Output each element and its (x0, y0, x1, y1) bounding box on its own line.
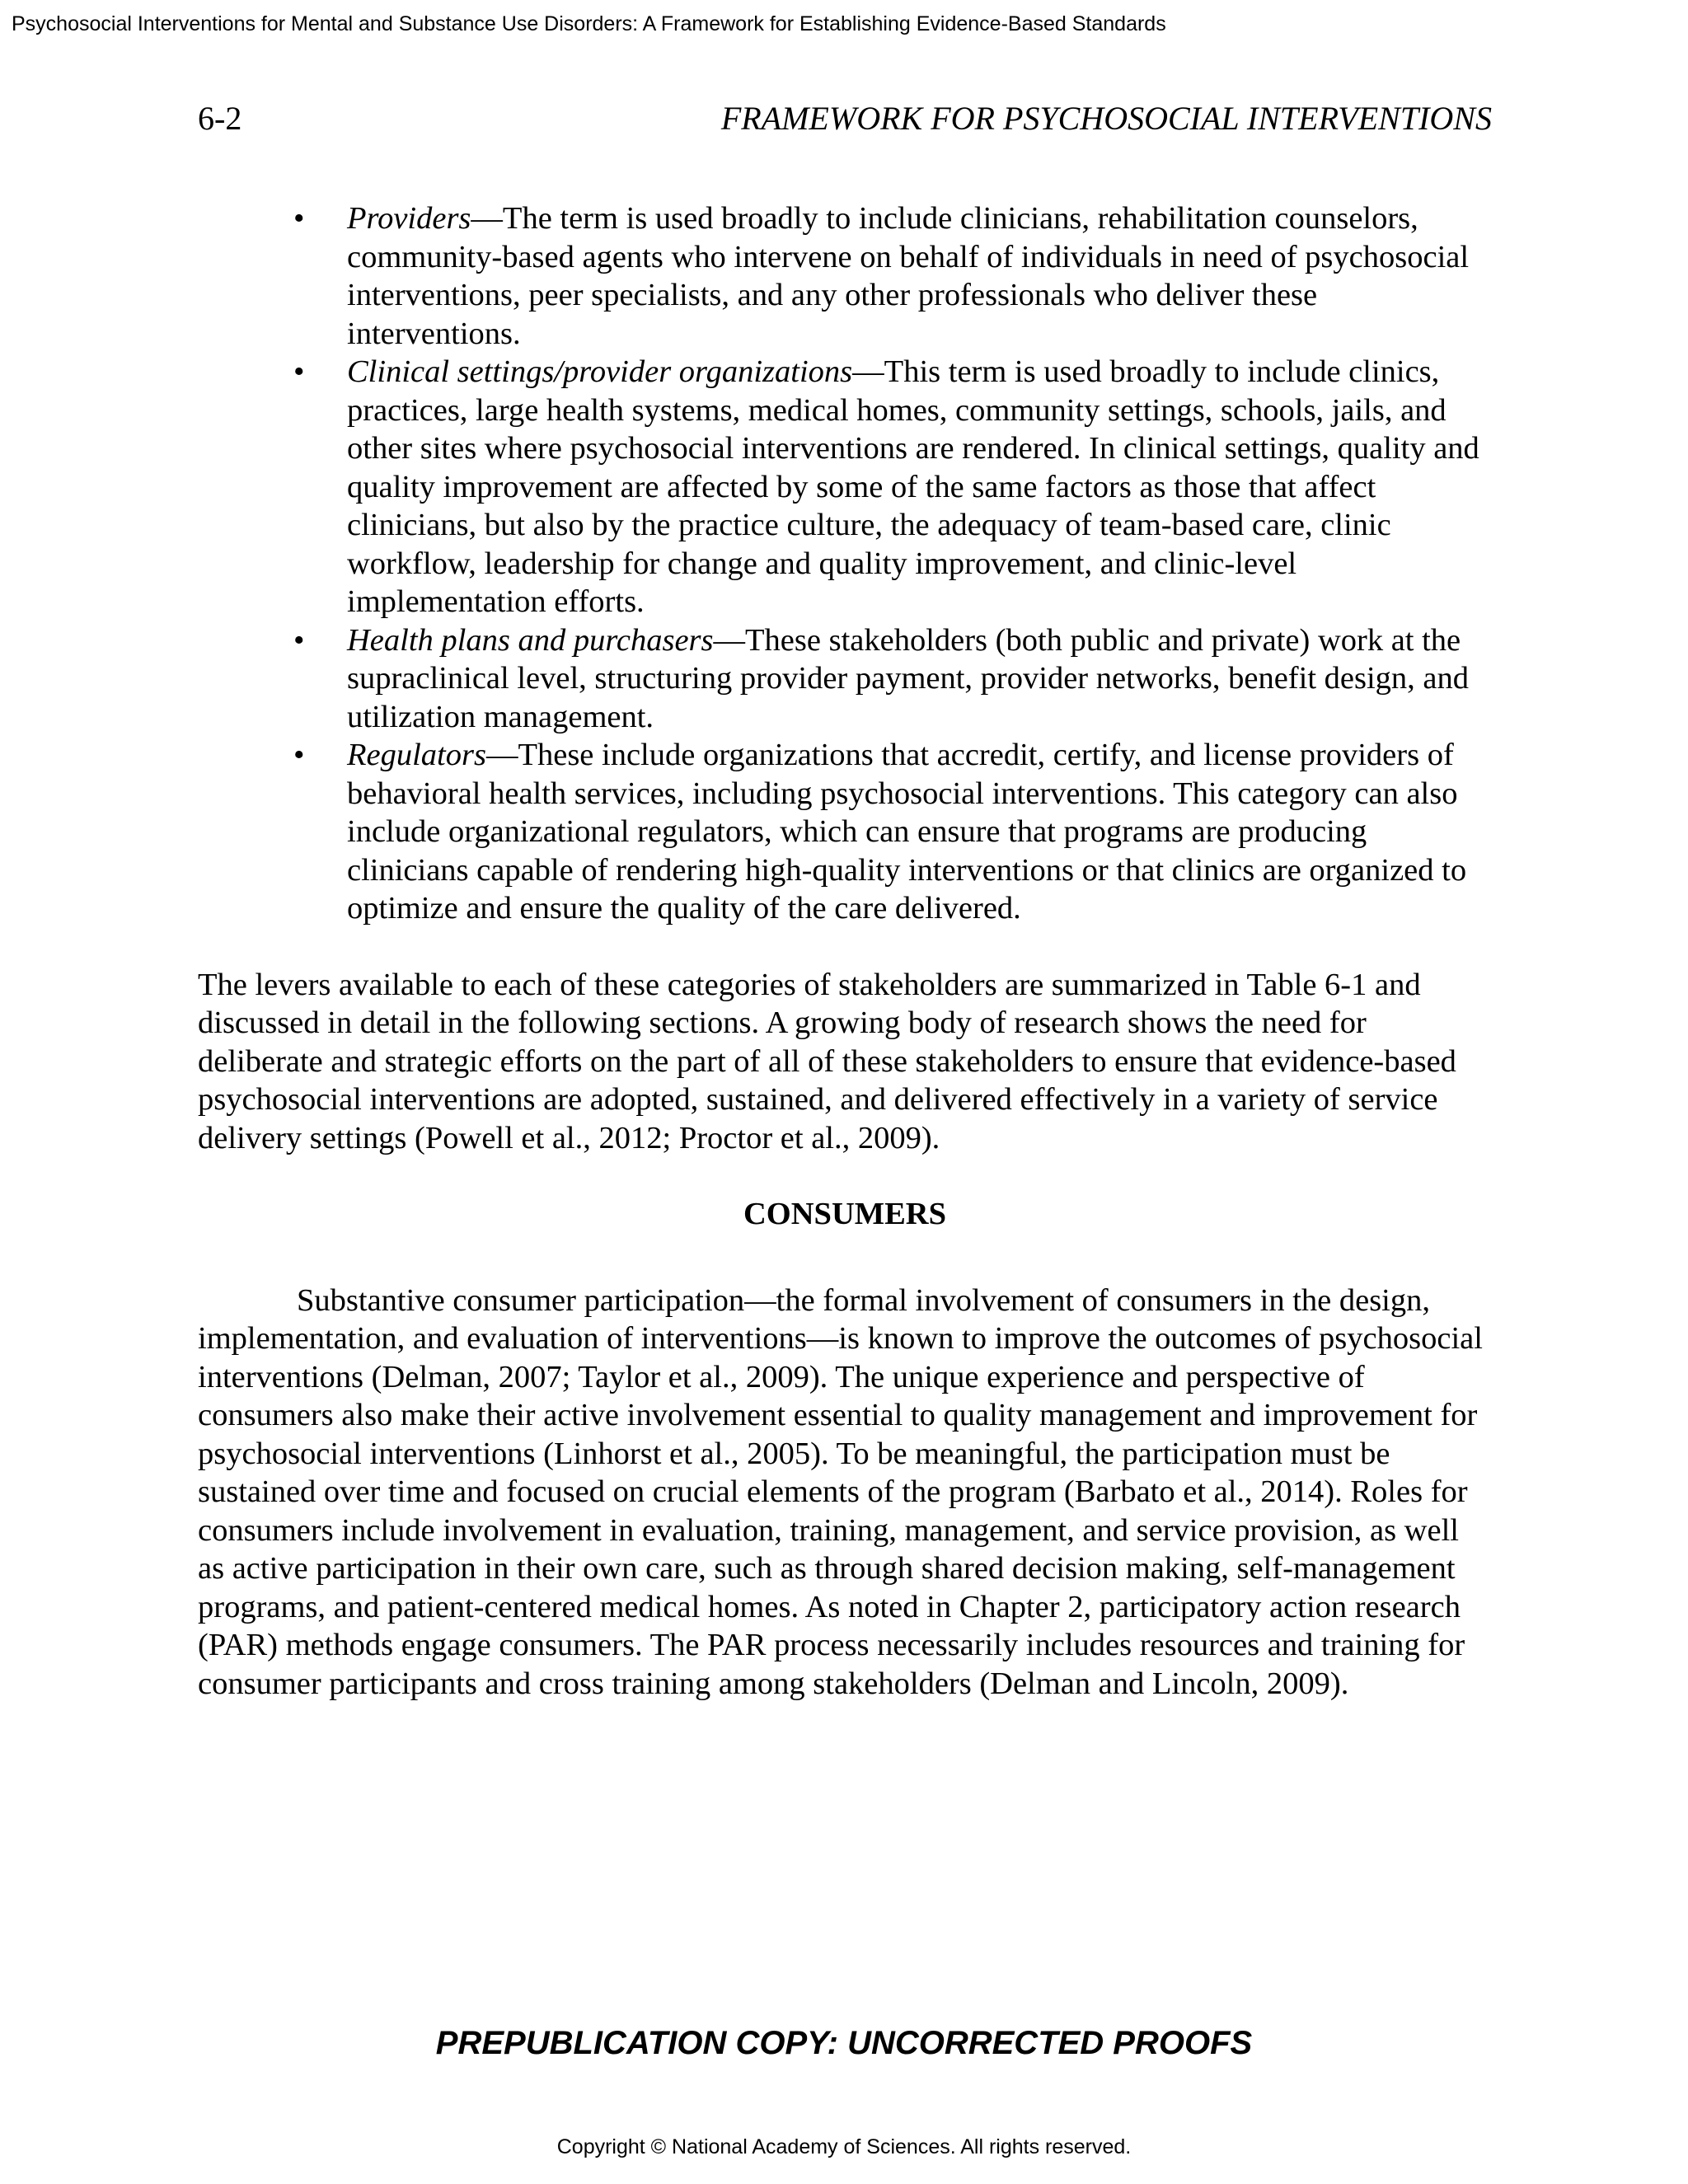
list-item-regulators (198, 736, 1492, 928)
list-item-term: Regulators (347, 738, 486, 772)
stakeholder-list (198, 199, 1492, 928)
list-item-text: —These include organizations that accredit, certify, and license providers of behavioral health services, including psychosocial interventions. This category can also include organizational regulators, which can ensure that programs are producing clinicians capable of rendering high-quality interventions or that clinics are organized to optimize and ensure the quality of the care delivered. (347, 738, 1467, 926)
page-number: 6-2 (198, 100, 242, 137)
list-item-term: Providers (347, 201, 471, 236)
list-item-term: Health plans and purchasers (347, 622, 714, 658)
list-item-providers (198, 199, 1492, 353)
bullet-icon: • (293, 201, 305, 236)
bullet-icon: • (293, 354, 305, 389)
list-item-text: —This term is used broadly to include clinics, practices, large health systems, medical homes, community settings, schools, jails, and other sites where psychosocial interventions are rendered. In clinical settings, quality and quality improvement are affected by some of the same factors as those that affect clinicians, but also by the practice culture, the adequacy of team-based care, clinic workflow, leadership for change and quality improvement, and clinic-level implementation efforts. (347, 354, 1479, 619)
levers-paragraph: The levers available to each of these categories of stakeholders are summarized in Table 6-1 and discussed in detail in the following sections. A growing body of research shows the need for deliberate and strategic efforts on the part of all of these stakeholders to ensure that evidence-based psychosocial interventions are adopted, sustained, and delivered effectively in a variety of service delivery settings (Powell et al., 2012; Proctor et al., 2009). (198, 967, 1456, 1155)
running-head: Psychosocial Interventions for Mental and Substance Use Disorders: A Framework for Establishing Evidence-Based Standards (12, 12, 1166, 35)
list-item-health-plans (198, 621, 1492, 737)
list-item-term: Clinical settings/provider organizations (347, 354, 853, 389)
section-title: FRAMEWORK FOR PSYCHOSOCIAL INTERVENTIONS (720, 100, 1492, 137)
bullet-icon: • (293, 622, 305, 658)
list-item-clinical-settings (198, 353, 1492, 621)
list-item-text: —These stakeholders (both public and private) work at the supraclinical level, structuring provider payment, provider networks, benefit design, and utilization management. (347, 622, 1469, 734)
consumers-heading: CONSUMERS (743, 1197, 946, 1231)
list-item-text: —The term is used broadly to include clinicians, rehabilitation counselors, community-based agents who intervene on behalf of individuals in need of psychosocial interventions, peer specialists, and any other professionals who deliver these interventions. (347, 201, 1470, 351)
bullet-icon: • (293, 738, 305, 772)
consumers-paragraph: Substantive consumer participation—the formal involvement of consumers in the design, implementation, and evaluation of interventions—is known to improve the outcomes of psychosocial interventions (Delman, 2007; Taylor et al., 2009). The unique experience and perspective of consumers also make their active involvement essential to quality management and improvement for psychosocial interventions (Linhorst et al., 2005). To be meaningful, the participation must be sustained over time and focused on crucial elements of the program (Barbato et al., 2014). Roles for consumers include involvement in evaluation, training, management, and service provision, as well as active participation in their own care, such as through shared decision making, self-management programs, and patient-centered medical homes. As noted in Chapter 2, participatory action research (PAR) methods engage consumers. The PAR process necessarily includes resources and training for consumer participants and cross training among stakeholders (Delman and Lincoln, 2009). (198, 1282, 1483, 1701)
prepublication-notice: PREPUBLICATION COPY: UNCORRECTED PROOFS (435, 2025, 1253, 2061)
copyright-notice: Copyright © National Academy of Sciences. All rights reserved. (556, 2135, 1132, 2158)
document-body (198, 199, 1492, 1703)
